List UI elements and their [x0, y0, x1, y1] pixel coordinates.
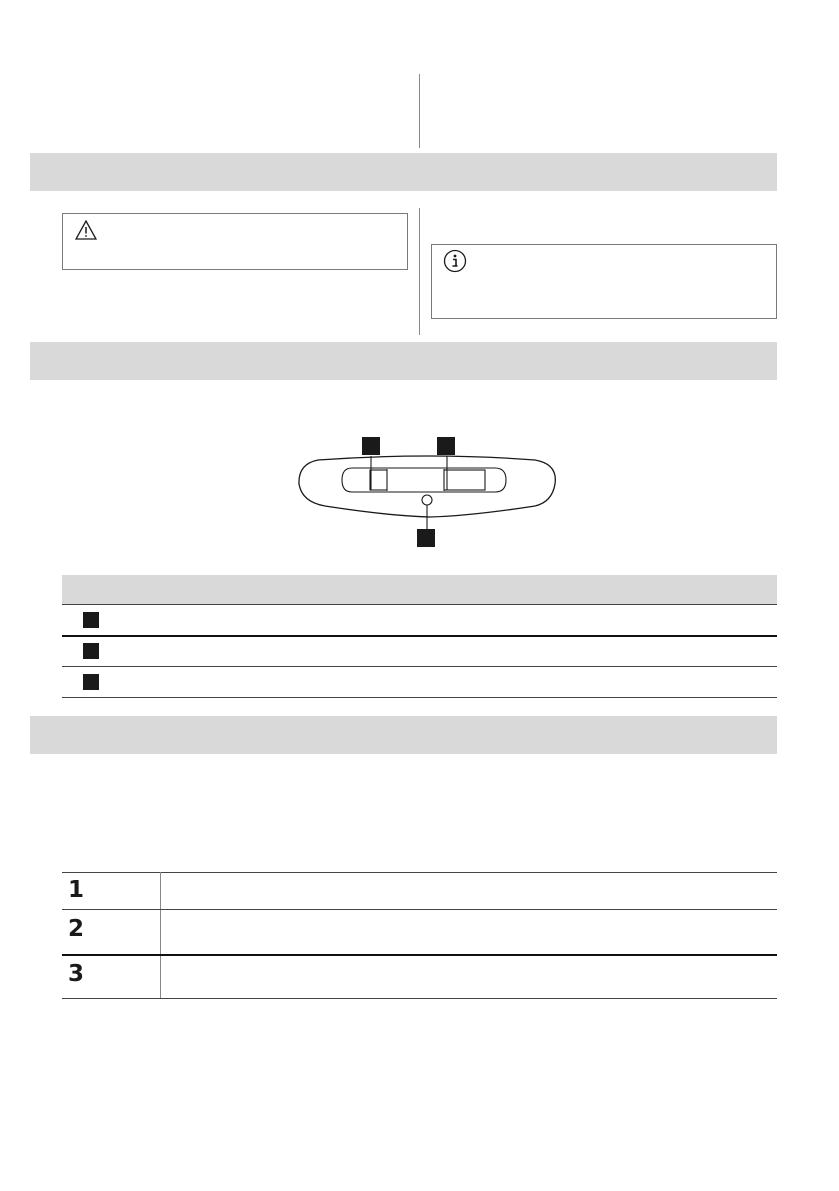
column-divider-middle [419, 208, 420, 335]
callout-c [417, 529, 435, 547]
step-number-2: 2 [68, 916, 85, 942]
table-row-divider [62, 697, 777, 698]
panel-table-header [62, 575, 777, 605]
table-row-divider [62, 909, 777, 910]
step-number-3: 3 [68, 961, 85, 987]
table-row-divider [62, 635, 777, 637]
info-icon [443, 249, 467, 273]
button-track [342, 468, 506, 492]
table-row-divider [62, 666, 777, 667]
section-header-bar-3 [30, 716, 777, 754]
row-badge-3 [83, 674, 99, 690]
section-header-bar-2 [30, 342, 777, 380]
warning-notice-box [62, 213, 408, 270]
table-row-divider [62, 954, 777, 956]
row-badge-2 [83, 643, 99, 659]
left-button [370, 470, 387, 490]
right-button [444, 470, 485, 490]
steps-table-top-border [62, 872, 777, 873]
indicator-light [422, 495, 432, 505]
info-notice-box [431, 244, 777, 319]
callout-b [437, 437, 455, 455]
callout-a [362, 437, 380, 455]
section-header-bar-1 [30, 153, 777, 191]
control-panel-diagram [290, 428, 560, 550]
steps-table-bottom-border [62, 998, 777, 999]
warning-triangle-icon [75, 220, 97, 240]
step-number-1: 1 [68, 877, 85, 903]
column-divider-top [419, 74, 420, 148]
row-badge-1 [83, 612, 99, 628]
steps-column-divider [160, 872, 161, 999]
